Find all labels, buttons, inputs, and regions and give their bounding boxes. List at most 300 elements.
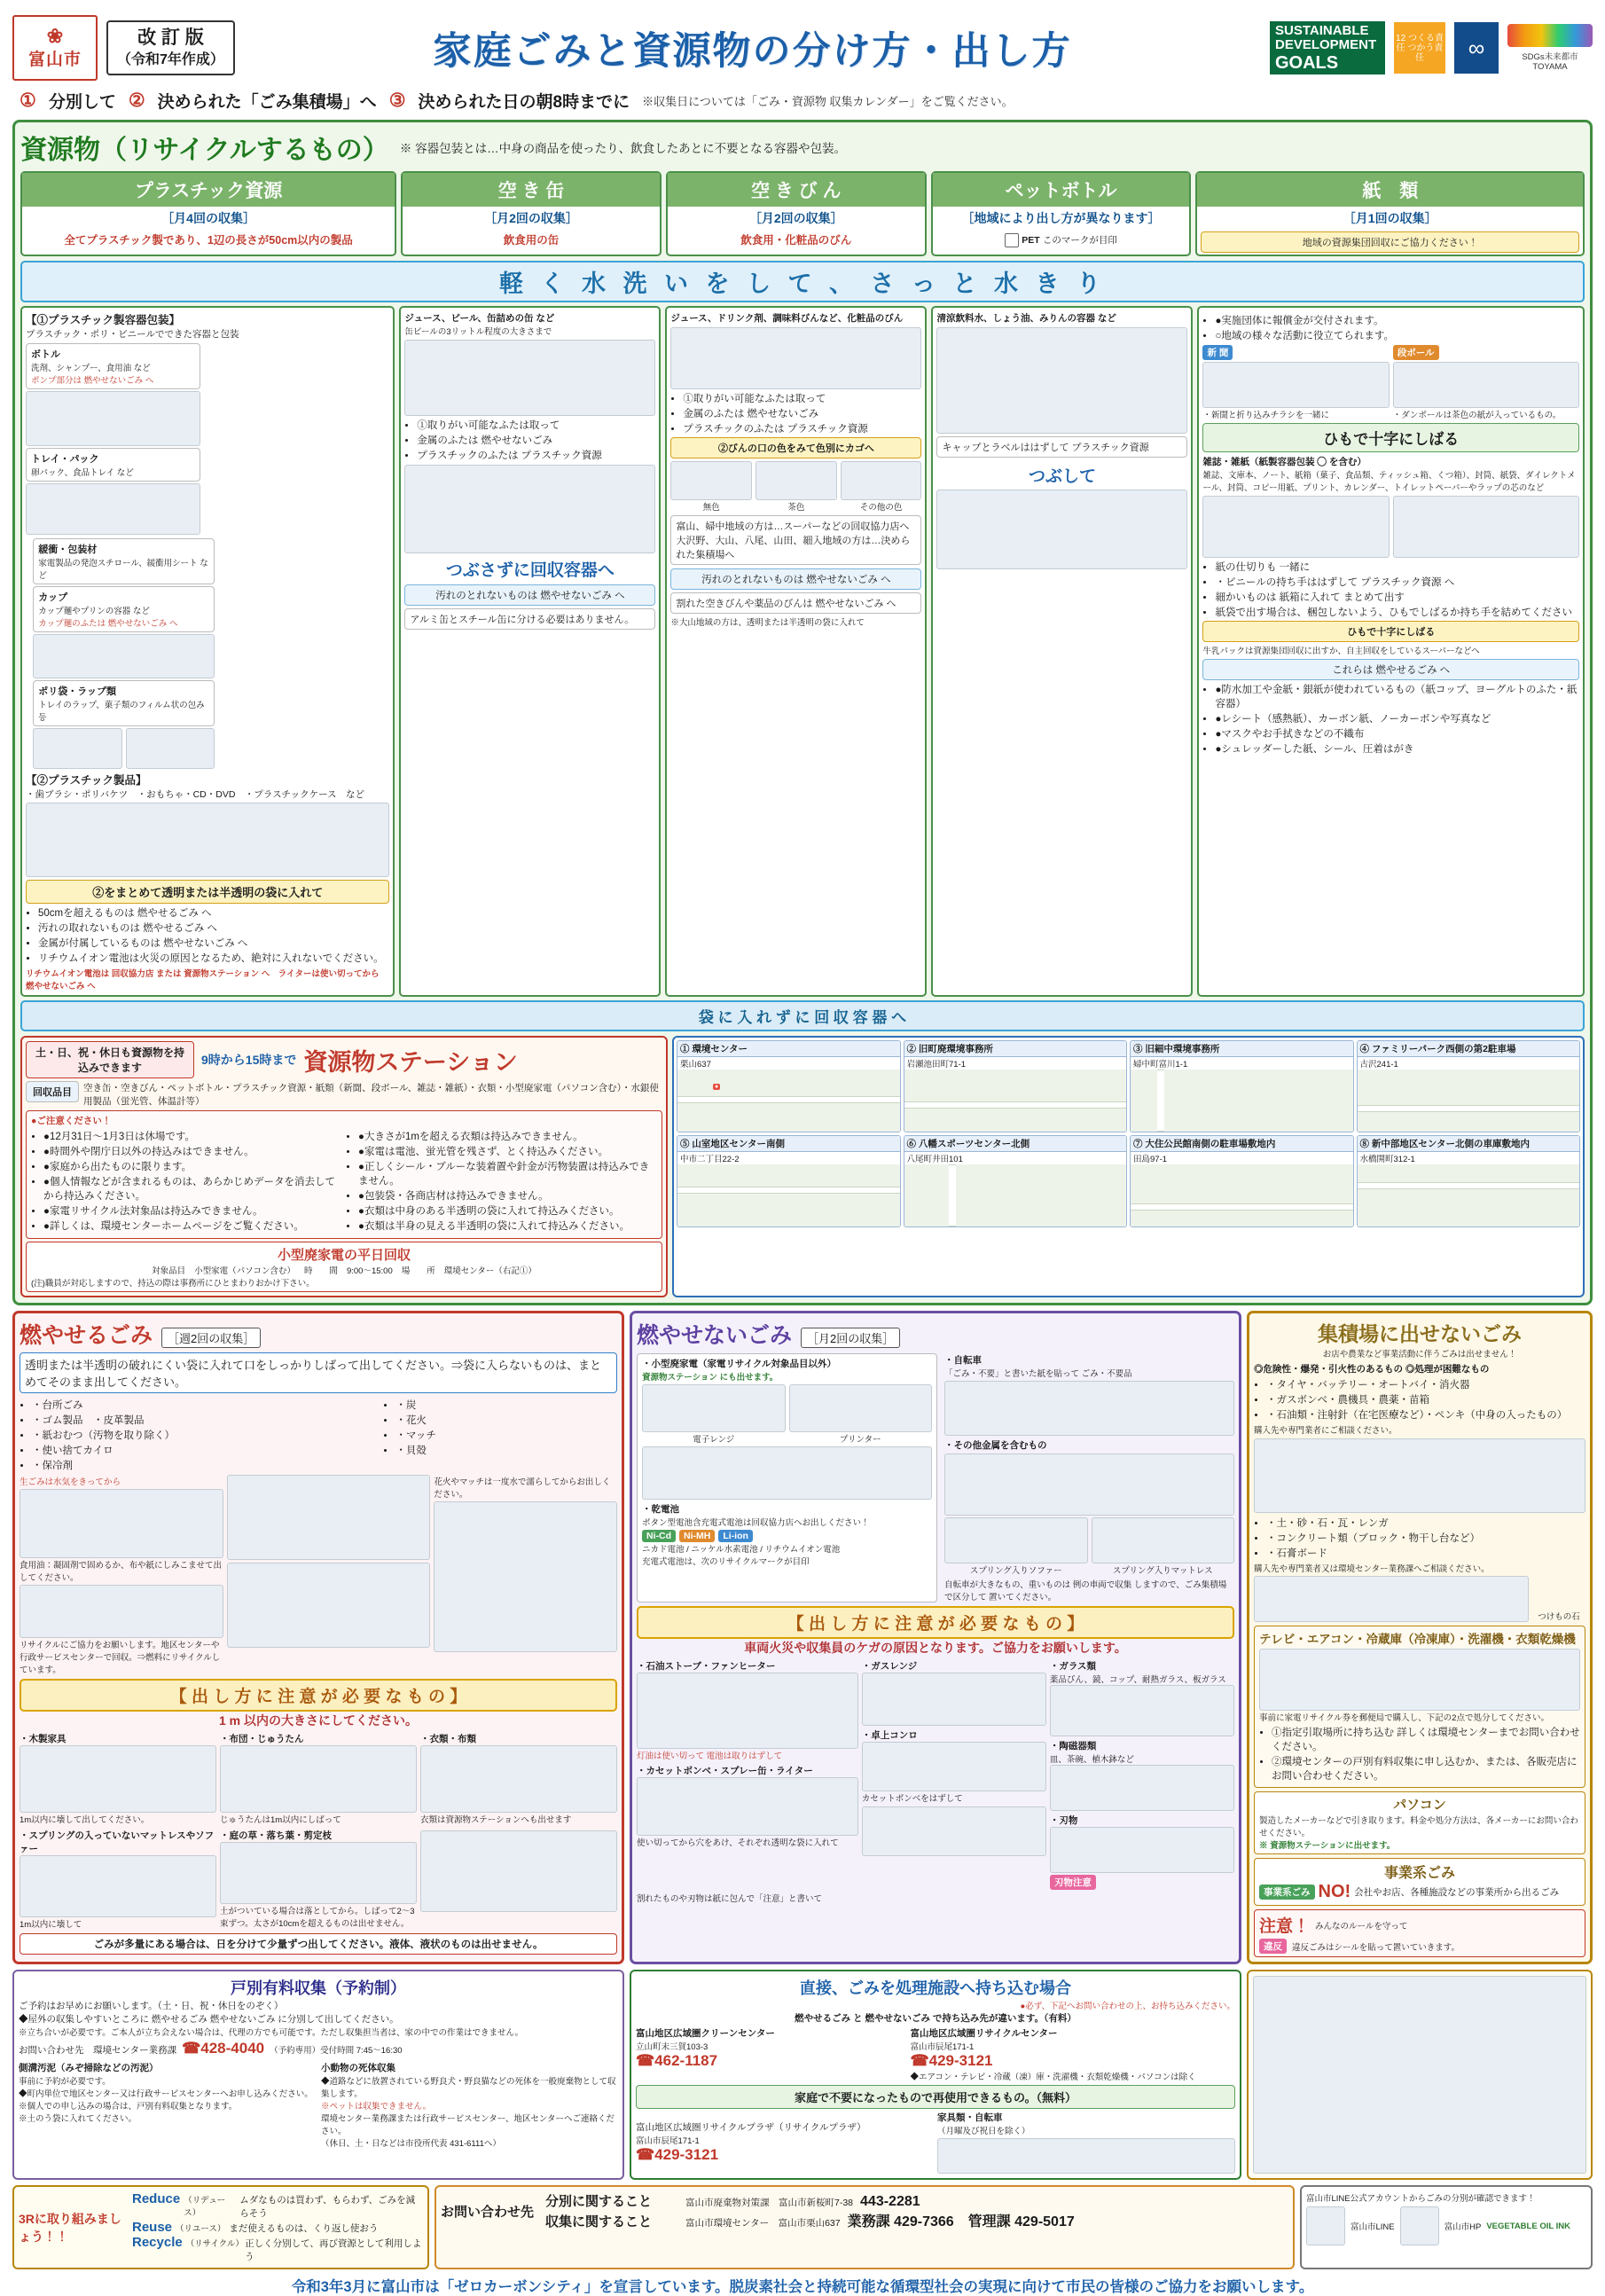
steps-bar	[12, 87, 1593, 118]
carry-in-right-addr: 富山市辰尾171-1	[910, 2042, 975, 2052]
bottle-color-other-label: その他の色	[859, 503, 903, 513]
fireworks-image	[434, 1501, 617, 1652]
station-caution-right-5: • ●衣類は中身のある半透明の袋に入れて持込みください。	[358, 1203, 657, 1218]
map-cell-4[interactable]	[1357, 1040, 1581, 1132]
step-2-num: ②	[128, 90, 145, 111]
pet-detail	[931, 306, 1193, 997]
paper-misc-image-2	[1393, 496, 1579, 558]
page-header	[12, 9, 1593, 87]
map-grid	[677, 1040, 1580, 1227]
reuse-note: （月曜及び祝日を除く）	[937, 2127, 1030, 2136]
zero-carbon-statement: 令和3年3月に富山市は「ゼロカーボンシティ」を宣言しています。脱炭素社会と持続可能な循環型社会の実現に向けて市民の皆様のご協力をお願いします。	[291, 2279, 1314, 2295]
plastic-group1-title: 【①プラスチック製容器包装】	[26, 314, 181, 326]
map-4-name: ファミリーパーク西側の第2駐車場	[1371, 1044, 1516, 1054]
three-r-3-text: 正しく分別して、再び資源として利用しよう	[245, 2238, 422, 2262]
pet-mark-row	[933, 230, 1190, 251]
plastic-group2-title: 【②プラスチック製品】	[26, 774, 147, 787]
metal-title: ・その他金属を含むもの	[944, 1440, 1047, 1451]
notcollect-list2-2: • ・コンクリート類（ブロック・物干し台など）	[1266, 1531, 1585, 1545]
inquiry-row-2-tel[interactable]: 業務課 429-7366 管理課 429-5017	[847, 2214, 1075, 2229]
carry-in-note: ●必ず、下記へお問い合わせの上、お持ち込みください。	[1020, 2002, 1235, 2011]
burnable-item-3-label: ・衣類・布類	[420, 1734, 476, 1744]
city-crest-icon: ❀	[46, 24, 64, 47]
paper-zasshi-body: 雑誌、文庫本、ノート、紙箱（菓子、食品類、ティッシュ箱、くつ箱）、封筒、紙袋、ダイレクトメール、封筒、コピー用紙、プリント、カレンダー、トイレットペーパーやラップの芯のなど	[1202, 471, 1576, 493]
city-logo	[12, 15, 98, 81]
column-head-plastic: プラスチック資源	[22, 173, 395, 207]
carry-in-right-note: ◆エアコン・テレビ・冷蔵（凍）庫・洗濯機・衣類乾燥機・パソコンは除く	[910, 2073, 1196, 2082]
bottom-info	[12, 1970, 1593, 2180]
shoudoubutsu-line-3: 環境センター業務課または行政サービスセンター、地区センターへご連絡ください。	[321, 2114, 615, 2136]
pc-note2: ※ 資源物ステーションに出せます。	[1259, 1841, 1396, 1851]
carry-in-left-addr: 立山町末三賀103-3	[636, 2042, 709, 2052]
plastic-footer-bullet-1: • 50cmを超えるものは 燃やせるごみ へ	[38, 905, 389, 920]
notcollect-list1-1: • ・タイヤ・バッテリー・オートバイ・消火器	[1266, 1377, 1585, 1391]
reuse-addr: 富山市辰尾171-1	[636, 2136, 700, 2146]
resource-note: ※ 容器包装とは…中身の商品を使ったり、飲食したあとに不要となる容器や包装。	[399, 142, 847, 155]
newspaper-image	[1202, 362, 1389, 408]
bicycle-note: 「ごみ・不要」と書いた紙を貼って ごみ・不要品	[944, 1369, 1132, 1379]
weekday-row-1-label: 対象品目	[152, 1266, 186, 1276]
notcollect-list2-1: • ・土・砂・石・瓦・レンガ	[1266, 1516, 1585, 1530]
paper-detail	[1197, 306, 1585, 997]
battery-title: ・乾電池	[642, 1504, 679, 1515]
map-2-name: 旧町廃環境事務所	[918, 1044, 993, 1054]
tsukemono-stone-label: つけもの石	[1538, 1612, 1580, 1622]
cans-image	[404, 340, 655, 416]
table-stove-image	[862, 1742, 1046, 1791]
biz-badge: 事業系ごみ	[1259, 1885, 1315, 1900]
spray-can-image	[637, 1777, 858, 1836]
contact-row	[12, 2185, 1593, 2269]
burnable-item-4-note: 1m以内に壊して	[20, 1920, 82, 1930]
pet-cap-note: キャップとラベルははずして プラスチック資源	[936, 436, 1187, 458]
burnable-intro: 透明または半透明の破れにくい袋に入れて口をしっかりしばって出してください。⇒袋に入らないものは、まとめてそのまま出してください。	[20, 1352, 617, 1393]
burnable-col2-4: • ・貝殻	[395, 1443, 617, 1457]
carry-in-title: 直接、ごみを処理施設へ持ち込む場合	[800, 1979, 1071, 1997]
biz-title: 事業系ごみ	[1383, 1866, 1455, 1881]
city-name: 富山市	[27, 50, 82, 69]
cans-big-note: つぶさずに回収容器へ	[445, 561, 615, 580]
nonburnable-panel	[630, 1311, 1241, 1964]
station-caution-left-6: • ●詳しくは、環境センターホームページをご覧ください。	[43, 1219, 342, 1233]
garden-waste-image	[220, 1842, 417, 1904]
bicycle-title: ・自転車	[944, 1355, 982, 1366]
three-r-3-kana: （リサイクル）	[185, 2239, 244, 2249]
weekday-row-1-value: 小型家電（パソコン含む）	[194, 1266, 295, 1276]
wood-furniture-image	[20, 1745, 216, 1813]
step-2-label: 決められた「ごみ集積場」へ	[157, 93, 377, 112]
bottles-body1: ジュース、ドリンク剤、調味料びんなど、化粧品のびん	[670, 313, 904, 324]
burnable-item-1-label: ・木製家具	[20, 1734, 67, 1744]
plastic-footer-bullet-3: • 金属が付属しているものは 燃やせないごみ へ	[38, 936, 389, 950]
kerosene-heater-image	[637, 1673, 858, 1749]
notcollect-panel	[1247, 1311, 1593, 1964]
burnable-col1-2: • ・ゴム製品 ・皮革製品	[32, 1413, 380, 1427]
battery-mark-nimh: Ni-MH	[679, 1530, 715, 1542]
reuse-title: 家庭で不要になったもので再使用できるもの。（無料）	[636, 2085, 1235, 2109]
nb-item-5-note: 皿、茶碗、植木鉢など	[1049, 1755, 1134, 1765]
toyama-logo-text: SDGs未来都市 TOYAMA	[1522, 52, 1578, 72]
burnable-item-3-note: 衣類は資源物ステーションへも出せます	[420, 1815, 572, 1825]
paper-zasshi-title: 雑誌・雑紙（紙製容器包装 ◯ を含む）	[1202, 457, 1366, 467]
notcollect-list2	[1266, 1516, 1585, 1560]
pet-bottle-image	[936, 327, 1187, 434]
map-7-addr: 田島97-1	[1133, 1155, 1168, 1164]
spring-sofa-image	[944, 1517, 1088, 1563]
cans-detail	[399, 306, 661, 997]
paper-coop-item-2: • ○地域の様々な活動に役立てられます。	[1215, 328, 1579, 342]
paper-extra-note-1: • 紙の仕切りも 一緒に	[1215, 560, 1579, 574]
step-3-num: ③	[388, 90, 406, 111]
cans-body2: 缶ビールの3リットル程度の大きさまで	[404, 327, 552, 337]
plastic-item-cushion-name: 緩衝・包装材	[38, 545, 98, 555]
map-4-no: ④	[1359, 1044, 1369, 1054]
burnable-col2-2: • ・花火	[395, 1413, 617, 1427]
bottles-note-2: • 金属のふたは 燃やせないごみ	[683, 406, 921, 420]
plastic-cup-image	[33, 634, 215, 678]
plastic-products-image	[26, 803, 389, 877]
map-cell-5[interactable]	[677, 1135, 901, 1227]
small-appliance-item-2: プリンター	[839, 1435, 881, 1445]
sdg-goal12-badge: 12 つくる責任 つかう責任	[1394, 22, 1445, 74]
plastic-snack-bag-image	[33, 728, 122, 769]
vegetable-ink-label: VEGETABLE OIL INK	[1486, 2221, 1570, 2231]
sokko-line-4: ※土のう袋に入れてください。	[19, 2114, 137, 2124]
sokko-line-1: 事前に予約が必要です。	[19, 2077, 111, 2087]
burnable-item-5-label: ・庭の草・落ち葉・剪定枝	[220, 1830, 332, 1841]
sdg-line1: SUSTAINABLE	[1275, 22, 1369, 38]
plastic-item-tray-name: トレイ・パック	[31, 454, 99, 465]
kobetsu-panel	[12, 1970, 624, 2180]
shoudoubutsu-line-4: （休日、土・日などは市役所代表 431-6111へ）	[321, 2139, 501, 2149]
line-btn-1[interactable]: 富山市LINE	[1351, 2222, 1395, 2232]
reuse-name: 富山地区広域圏リサイクルプラザ（リサイクルプラザ）	[636, 2122, 866, 2133]
station-caution-left-4: • ●個人情報などが含まれるものは、あらかじめデータを消去してから持込みください。	[43, 1174, 342, 1203]
burnable-panel	[12, 1311, 624, 1964]
carry-in-left-name: 富山地区広域圏クリーンセンター	[636, 2028, 775, 2039]
paper-tie-title-2: ひもで十字にしばる	[1202, 621, 1579, 642]
nb-item-2-label: ・ガスレンジ	[861, 1661, 918, 1672]
nb-item-5-label: ・陶磁器類	[1049, 1741, 1097, 1751]
burnable-col2-3: • ・マッチ	[395, 1428, 617, 1442]
notcollect-list1-note: 購入先や専門業者にご相談ください。	[1254, 1426, 1398, 1436]
burnable-col1-1: • ・台所ごみ	[32, 1398, 380, 1412]
burnable-item-2-label: ・布団・じゅうたん	[220, 1734, 304, 1744]
weekday-row-3-value: 環境センター（右記①）	[443, 1266, 536, 1276]
resource-column-paper	[1195, 171, 1585, 256]
plastic-item-bag-name: ポリ袋・ラップ類	[38, 686, 116, 697]
map-2-addr: 岩瀬池田町71-1	[906, 1060, 967, 1070]
map-8-image	[1358, 1164, 1580, 1226]
cans-body1: ジュース、ビール、缶詰めの缶 など	[404, 313, 555, 324]
notcollect-subtitle: お店や農業など事業活動に伴うごみは出せません！	[1322, 1350, 1517, 1360]
shoudoubutsu-line-1: ◆道路などに放置されている野良犬・野良猫などの死体を一般廃棄物として収集します。	[321, 2077, 616, 2099]
nb-item-1-label: ・石油ストーブ・ファンヒーター	[637, 1661, 776, 1672]
paper-misc-image-1	[1202, 496, 1389, 558]
sdg-infinity-badge: ∞	[1454, 22, 1499, 74]
sdg-line3: GOALS	[1275, 52, 1339, 73]
station-schedule-title: 土・日、祝・休日も資源物を持込みできます	[26, 1041, 194, 1078]
nb-item-3-label: ・卓上コンロ	[861, 1730, 918, 1741]
map-2-image	[904, 1070, 1127, 1132]
paper-extra-note-4: • 紙袋で出す場合は、梱包しないよう、ひもでしばるか持ち手を結めてください	[1215, 605, 1579, 619]
pc-title: パソコン	[1393, 1798, 1446, 1813]
three-r-panel	[12, 2185, 429, 2269]
plastic-detail	[20, 306, 395, 997]
station-caution-left-2: • ●時間外や閉庁日以外の持込みはできません。	[43, 1144, 342, 1158]
nonburnable-title: 燃やせないごみ	[637, 1323, 793, 1348]
step-1-label: 分別して	[48, 93, 116, 112]
biz-text: 会社やお店、各種施設などの事業所から出るごみ	[1354, 1887, 1560, 1898]
kitchen-waste-image	[20, 1489, 223, 1558]
wash-instruction-band: 軽 く 水 洗 い を し て 、 さ っ と 水 き り	[20, 261, 1585, 302]
revision-line2: （令和7年作成）	[117, 52, 224, 68]
station-schedule-hours: 9時から15時まで	[201, 1053, 297, 1067]
bottles-notes	[683, 391, 921, 435]
map-1-addr: 栗山637	[680, 1060, 711, 1070]
pet-mark-label: PET	[1022, 235, 1040, 247]
station-caution-right-1: • ●大きさが1mを超える衣類は持込みできません。	[358, 1129, 657, 1143]
map-7-no: ⑦	[1133, 1139, 1143, 1149]
three-r-1-kana: （リデュース）	[184, 2196, 226, 2218]
nonburnable-foot: 割れたものや刃物は紙に包んで「注意」と書いて	[637, 1894, 823, 1904]
printer-image	[789, 1384, 933, 1432]
kobetsu-line-3: ※立ち合いが必要です。ご本人が立ち会えない場合は、代理の方でも可能です。ただし収集担当者は、家の中での作業はできません。	[19, 2028, 524, 2038]
paper-kind-newspaper: 新 聞	[1202, 345, 1233, 360]
paper-frequency: ［月1回の収集］	[1343, 211, 1437, 225]
burnable-note-1: 生ごみは水気をきってから	[20, 1477, 121, 1487]
plastic-item-bottle	[26, 343, 200, 389]
map-1-name: 環境センター	[692, 1044, 748, 1054]
inquiry-row-2-label: 収集に関すること	[545, 2214, 653, 2229]
warn-title: 注意！	[1259, 1917, 1311, 1936]
weekday-row-2-value: 9:00～15:00	[346, 1266, 393, 1276]
line-panel	[1300, 2185, 1593, 2269]
notcollect-list1	[1266, 1377, 1585, 1422]
plastic-frozen-food-image	[126, 728, 215, 769]
map-5-image	[677, 1164, 900, 1226]
burnable-col2-1: • ・炭	[395, 1398, 617, 1412]
station-caution-title: ●ご注意ください！	[31, 1116, 112, 1126]
station-maps	[672, 1036, 1585, 1297]
plastic-item-bottle-name: ボトル	[31, 349, 60, 360]
burnable-item-1-note: 1m以内に壊して出してください。	[20, 1815, 150, 1825]
notcollect-list2-3: • ・石膏ボード	[1266, 1546, 1585, 1560]
pet-mark-icon	[1005, 233, 1019, 247]
station-caution-right-3: • ●正しくシール・ブルーな装着置や針金が汚物装置は持込みできません。	[358, 1159, 657, 1187]
cardboard-image	[1393, 362, 1579, 408]
paper-coop-items	[1215, 313, 1579, 342]
plastic-size-note: 全てプラスチック製であり、1辺の長さが50cm以内の製品	[64, 234, 353, 247]
station-caution-right-2: • ●家電は電池、蛍光管を残さず、とく持込みください。	[358, 1144, 657, 1158]
inquiry-panel	[435, 2185, 1295, 2269]
map-cell-3[interactable]	[1130, 1040, 1354, 1132]
kobetsu-line-2: ◆屋外の収集しやすいところに 燃やせるごみ 燃やせないごみ に分別して出してください。	[19, 2014, 399, 2025]
resource-title: 資源物（リサイクルするもの）	[20, 136, 389, 165]
gas-range-image	[862, 1673, 1046, 1726]
bottles-image	[670, 327, 921, 389]
pet-crush-image	[936, 490, 1187, 569]
step-3-label: 決められた日の朝8時までに	[418, 93, 630, 112]
blade-warning-badge: 刃物注意	[1050, 1875, 1096, 1890]
station-info	[20, 1036, 668, 1297]
notcollect-list2-note: 購入先や専門業者又は環境センター業務課へご相談ください。	[1254, 1564, 1490, 1574]
inquiry-row-1-label: 分別に関すること	[545, 2194, 653, 2209]
resource-column-plastic	[20, 171, 396, 256]
rainbow-graphic	[1507, 24, 1593, 47]
station-icon-label: 回収品目	[26, 1081, 79, 1102]
kobetsu-tel[interactable]: ☎428-4040	[182, 2040, 265, 2057]
carry-in-left-tel[interactable]: ☎462-1187	[636, 2052, 718, 2069]
paper-extra-notes	[1215, 560, 1579, 619]
paper-kind-cardboard: 段ボール	[1393, 345, 1439, 360]
cans-foot2: アルミ缶とスチール缶に分ける必要はありません。	[404, 608, 655, 630]
plastic-bottle-image	[26, 391, 200, 446]
resource-detail-columns	[20, 306, 1585, 997]
plastic-item-bag	[33, 680, 215, 726]
pet-mark-note: このマークが目印	[1042, 235, 1117, 247]
steps-note: ※収集日については「ごみ・資源物 収集カレンダー」をご覧ください。	[642, 95, 1014, 108]
map-cell-7[interactable]	[1130, 1135, 1354, 1227]
small-appliance-block	[637, 1353, 937, 1602]
map-cell-1[interactable]	[677, 1040, 901, 1132]
nb-item-7-label: ・カセットボンベ・スプレー缶・ライター	[637, 1766, 813, 1776]
resource-station-section	[20, 1036, 1585, 1297]
carry-in-right-name: 富山地区広域圏リサイクルセンター	[910, 2028, 1058, 2039]
toyama-brand-logo	[1507, 24, 1593, 72]
sokko-line-2: ◆町内単位で地区センター又は行政サービスセンターへお申し込みください。	[19, 2089, 313, 2099]
plastic-item-cup-name: カップ	[38, 592, 68, 603]
paper-foot-item-1: • ●防水加工や金紙・銀紙が使われているもの（紙コップ、ヨーグルトのふた・紙容器）	[1215, 682, 1579, 710]
burnable-attention-title: 【 出 し 方 に 注 意 が 必 要 な も の 】	[20, 1679, 617, 1712]
plastic-item-bag-desc: トレイのラップ、菓子類のフィルム状の包み 등	[38, 701, 205, 723]
bottles-frequency: ［月2回の収集］	[748, 211, 843, 225]
plastic-footer-note: リチウムイオン電池は 回収協力店 または 資源物ステーション へ ライターは使い切ってから 燃やせないごみ へ	[26, 969, 380, 991]
reuse-tel[interactable]: ☎429-3121	[636, 2146, 719, 2163]
battery-note: ボタン型電池含充電式電池は回収協力店へお出しください！	[642, 1518, 870, 1528]
cans-kind: 飲食用の缶	[503, 234, 560, 247]
blade-image	[1050, 1827, 1234, 1873]
bicycle-note2: 自転車が大きなもの、重いものは 例の車両で収集 しますので、ごみ集積場で区分して 置いてください。	[944, 1580, 1227, 1602]
resource-column-bottles	[666, 171, 927, 256]
map-6-image	[904, 1164, 1127, 1226]
cans-note-3: • プラスチックのふたは プラスチック資源	[417, 448, 655, 462]
plastic-item-cup-desc: カップ麺やプリンの容器 など	[38, 607, 150, 616]
clothes-image	[420, 1745, 617, 1813]
paper-foot: これらは 燃やせるごみ へ	[1202, 659, 1579, 680]
cans-note-2: • 金属のふたは 燃やせないごみ	[417, 433, 655, 447]
microwave-image	[642, 1384, 786, 1432]
three-r-1-name: Reduce	[132, 2191, 181, 2206]
three-r-2-kana: （リユース）	[176, 2224, 226, 2234]
step-1-num: ①	[20, 90, 36, 111]
resource-column-cans	[401, 171, 662, 256]
bottles-foot3: ※大山地域の方は、透明または半透明の袋に入れて	[670, 618, 865, 628]
map-7-name: 大住公民館南側の駐車場敷地内	[1145, 1139, 1276, 1149]
paper-foot-item-2: • ●レシート（感熱紙）、カーボン紙、ノーカーボンや写真など	[1215, 711, 1579, 725]
map-1-image: ●	[677, 1070, 900, 1132]
qr-line-icon[interactable]	[1306, 2206, 1345, 2245]
map-5-addr: 中市二丁目22-2	[680, 1155, 740, 1164]
weekday-row-3-label: 場 所	[401, 1266, 435, 1276]
appliance-note: 事前に家電リサイクル券を郵便局で購入し、下記の2点で処分してください。	[1259, 1713, 1549, 1723]
hazardous-items-image	[1254, 1438, 1585, 1513]
construction-waste-image	[1254, 1576, 1529, 1622]
appliance-item-2: • ②環境センターの戸別有料収集に申し込むか、または、各販売店にお問い合わせください。	[1272, 1754, 1580, 1783]
qr-hp-icon[interactable]	[1400, 2206, 1439, 2245]
cans-note-1: • ①取りがい可能なふたは取って	[417, 418, 655, 432]
column-head-paper: 紙 類	[1197, 173, 1583, 207]
small-appliance-note: 資源物ステーション にも出せます。	[642, 1373, 779, 1383]
spring-sofa-label: スプリング入りソファー	[969, 1566, 1062, 1576]
station-title: 資源物ステーション	[303, 1048, 518, 1076]
inquiry-row-2-org: 富山市環境センター 富山市栗山637	[685, 2218, 841, 2229]
spring-mattress-image	[1092, 1517, 1235, 1563]
map-cell-8[interactable]	[1357, 1135, 1581, 1227]
plastic-footer-bullet-4: • リチウムイオン電池は火災の原因となるため、絶対に入れないでください。	[38, 951, 389, 965]
station-caution-left-5: • ●家電リサイクル法対象品は持込みできません。	[43, 1203, 342, 1218]
carry-in-right-tel[interactable]: ☎429-3121	[910, 2052, 993, 2069]
inquiry-row-1-tel[interactable]: 443-2281	[860, 2194, 920, 2209]
column-head-bottles: 空 き び ん	[668, 173, 925, 207]
cans-foot: 汚れのとれないものは 燃やせないごみ へ	[404, 584, 655, 606]
bicycle-image	[944, 1381, 1234, 1436]
bottles-note-3: • プラスチックのふたは プラスチック資源	[683, 421, 921, 435]
plastic-item-bottle-desc: 洗剤、シャンプー、食用油 など	[31, 364, 151, 373]
cans-container-image	[404, 465, 655, 553]
map-cell-6[interactable]	[904, 1135, 1128, 1227]
station-caution-left-3: • ●家庭から出たものに限ります。	[43, 1159, 342, 1173]
battery-note2: 充電式電池は、次のリサイクルマークが目印	[642, 1557, 810, 1567]
battery-mark-nicd: Ni-Cd	[642, 1530, 676, 1542]
burnable-item-2-note: じゅうたんは1m以内にしばって	[220, 1815, 341, 1825]
reuse-items: 家具類・自転車	[937, 2112, 1003, 2123]
burnable-note-3: 食用油：凝固剤で固めるか、布や紙にしみこませて出してください。	[20, 1561, 223, 1583]
nb-item-3-note: カセットボンベをはずして	[861, 1794, 963, 1804]
plastic-footer-title: ②をまとめて透明または半透明の袋に入れて	[26, 880, 389, 904]
three-r-3-name: Recycle	[132, 2235, 183, 2250]
plastic-group1-desc: プラスチック・ポリ・ビニールでできた容器と包装	[26, 329, 239, 340]
paper-extra-note-3: • 細かいものは 紙箱に入れて まとめて出す	[1215, 590, 1579, 604]
map-6-no: ⑥	[906, 1139, 916, 1149]
burnable-note-2: 花火やマッチは一度水で濡らしてからお出しください。	[434, 1477, 611, 1500]
pet-body1: 清涼飲料水、しょう油、みりんの容器 など	[936, 313, 1116, 324]
plastic-item-cup-note: カップ麺のふたは 燃やせないごみ へ	[38, 619, 178, 629]
sokko-title: 側溝汚泥（みぞ掃除などの汚泥）	[19, 2063, 159, 2073]
violation-sticker-badge: 違反	[1259, 1939, 1287, 1954]
paper-coop-title: 地域の資源集団回収にご協力ください！	[1201, 231, 1579, 253]
pet-big-note: つぶして	[1028, 467, 1096, 486]
bottles-area-note: 富山、婦中地域の方は…スーパーなどの回収協力店へ 大沢野、大山、八尾、山田、細入地域の方は…決められた集積場へ	[670, 515, 921, 565]
paper-foot-items	[1215, 682, 1579, 756]
bottles-color-note: ②びんの口の色をみて色別にカゴへ	[670, 437, 921, 458]
map-6-name: 八幡スポーツセンター北側	[918, 1139, 1030, 1149]
map-cell-2[interactable]	[904, 1040, 1128, 1132]
resource-section	[12, 120, 1593, 1305]
paper-tie-title: ひもで十字にしばる	[1202, 423, 1579, 452]
map-4-image	[1358, 1070, 1580, 1132]
line-btn-2[interactable]: 富山市HP	[1444, 2222, 1482, 2232]
home-appliances-image	[1259, 1649, 1580, 1711]
paper-coop-item-1: • ●実施団体に報償金が交付されます。	[1215, 313, 1579, 327]
plastic-item-cushion-desc: 家電製品の発泡スチロール、緩衝用シート など	[38, 559, 208, 581]
glass-image	[1050, 1685, 1234, 1736]
column-head-pet: ペットボトル	[933, 173, 1190, 207]
station-caution-right-4: • ●包装袋・各商店材は持込みできません。	[358, 1188, 657, 1203]
bottles-detail	[665, 306, 927, 997]
biz-no-label: NO!	[1318, 1882, 1351, 1901]
battery-mark-liion: Li-ion	[718, 1530, 753, 1542]
